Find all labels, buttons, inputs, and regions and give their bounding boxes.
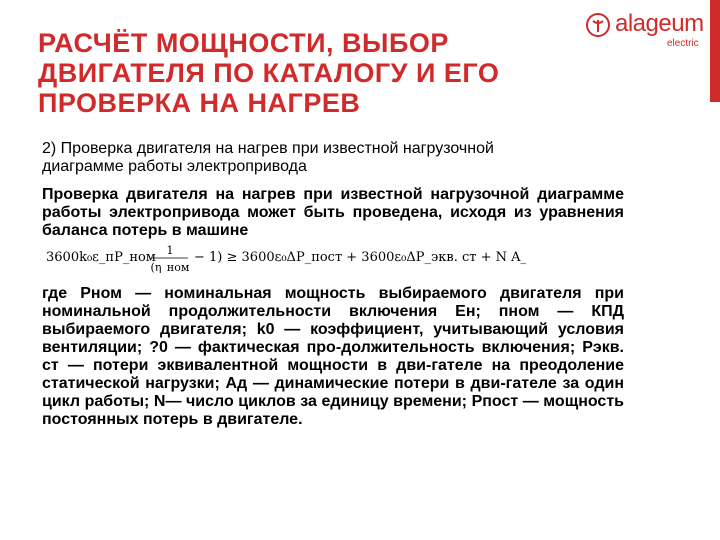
title-line-2: ДВИГАТЕЛЯ ПО КАТАЛОГУ И ЕГО: [38, 58, 500, 88]
title-line-3: ПРОВЕРКА НА НАГРЕВ: [38, 88, 361, 118]
formula-svg: [46, 243, 526, 273]
alageum-logo-icon: [585, 12, 611, 38]
paragraph-intro: Проверка двигателя на нагрев при известной нагрузочной диаграмме работы электропривода может быть проведена, исходя из уравнения баланса потерь в машине: [42, 186, 624, 239]
formula-fraction-numerator: 1: [166, 244, 174, 257]
subheading-line-1: 2) Проверка двигателя на нагрев при известной нагрузочной: [42, 140, 494, 157]
logo-name: alageum: [615, 10, 704, 37]
subheading-line-2: диаграмме работы электропривода: [42, 158, 307, 175]
page-title: [38, 28, 648, 118]
paragraph-definitions: где Рном — номинальная мощность выбираемого двигателя при номинальной продолжительности включения Ен; пном — КПД выбираемого двигателя; k0 — коэффициент, учитывающий условия вентиляции; ?0 — фактическая про-должительность включения; Рэкв. ст — потери эквивалентной мощности в дви-гателе на преодоление статической нагрузки; Ад — динамические потери в дви-гателе за один цикл работы; N— число циклов за единицу времени; Рпост — мощность постоянных потерь в двигателе.: [42, 285, 624, 428]
loss-balance-formula: [46, 243, 526, 273]
formula-left: 3600k₀ε_пP_ном: [46, 250, 156, 265]
section-subheading: [42, 140, 642, 176]
formula-right: − 1) ≥ 3600ε₀ΔP_пост + 3600ε₀ΔP_экв. ст + N A_д,: [194, 250, 526, 265]
formula-fraction-denominator: (η_ном: [150, 261, 190, 273]
brand-logo: [585, 10, 705, 50]
accent-bar: [710, 0, 720, 102]
logo-subtitle: electric: [667, 38, 699, 49]
title-line-1: РАСЧЁТ МОЩНОСТИ, ВЫБОР: [38, 28, 449, 58]
